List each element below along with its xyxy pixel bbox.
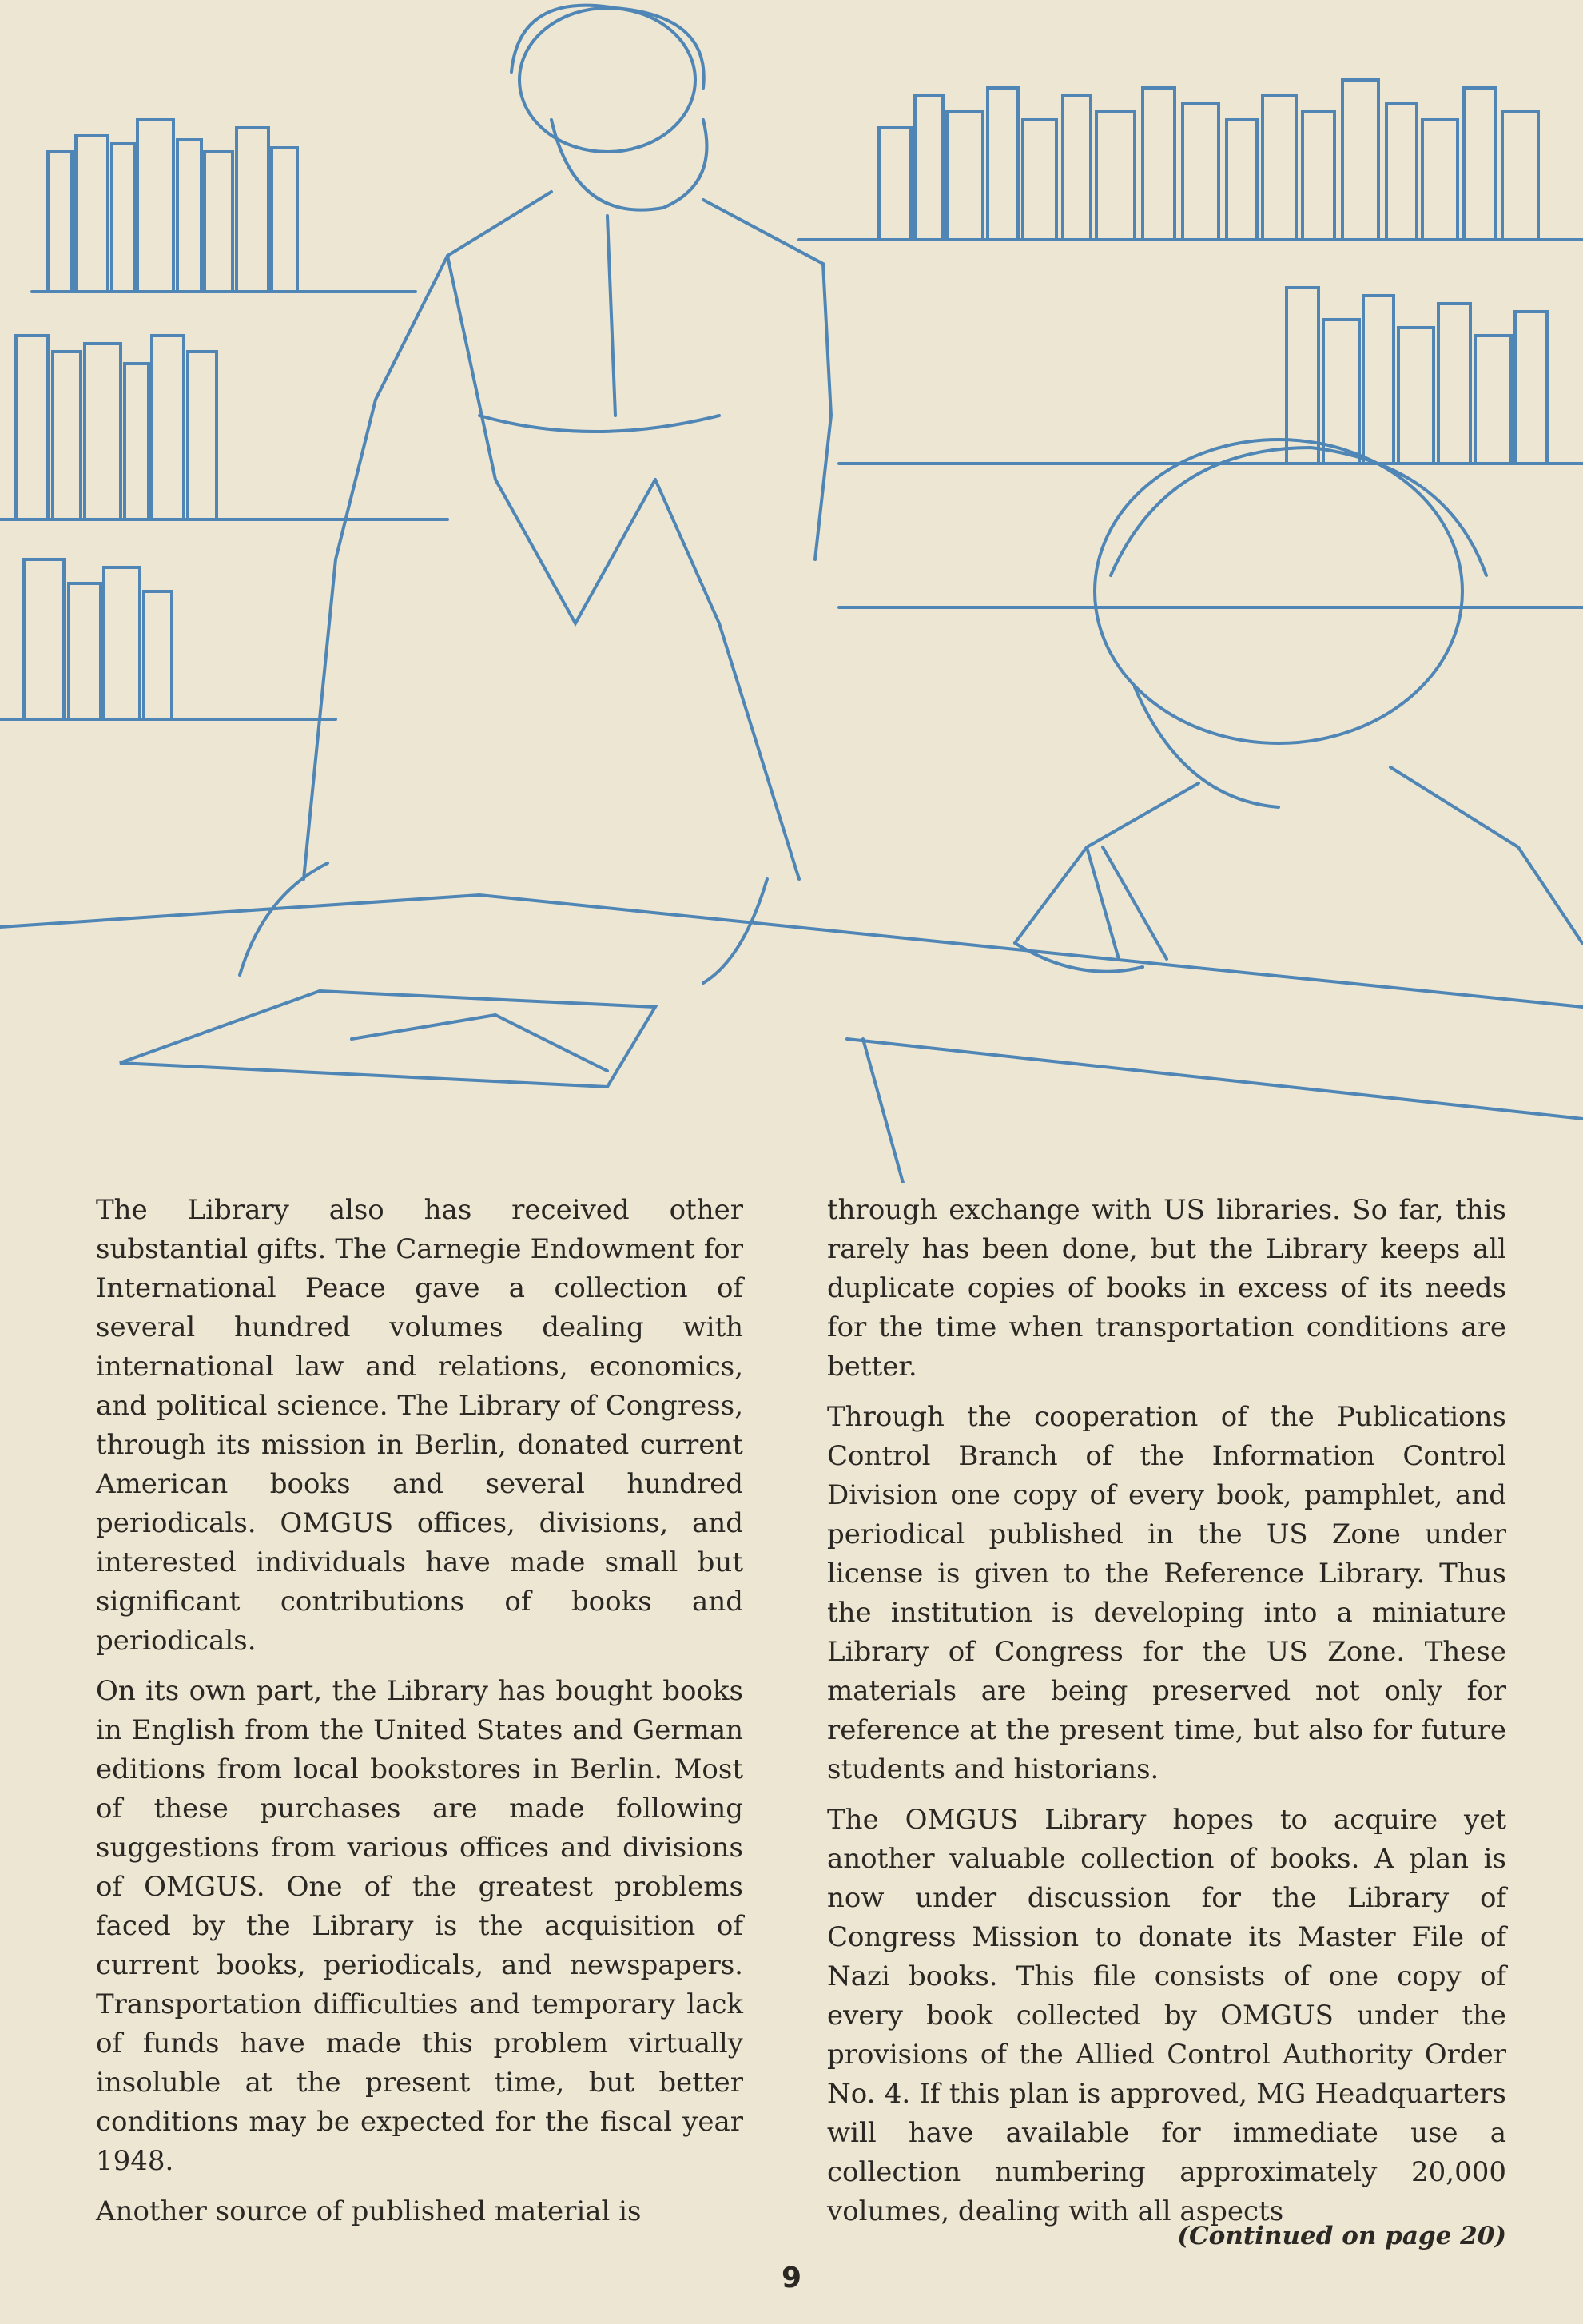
desk-with-papers — [0, 847, 1583, 1183]
text-column-right — [827, 1191, 1506, 2242]
seated-woman-figure — [1015, 440, 1582, 972]
bookshelf-left — [0, 120, 447, 719]
paragraph-gifts: The Library also has received other substantial gifts. The Carnegie Endowment for International Peace gave a collection of several hundred volumes dealing with international law and relations, economics, and political science. The Library of Congress, through its mission in Berlin, donated current American books and several hundred periodicals. OMGUS offices, divisions, and interested individuals have made small but significant contributions of books and periodicals. — [96, 1194, 743, 1657]
paragraph-another-source: Another source of published material is — [96, 2195, 642, 2227]
standing-woman-figure — [240, 6, 831, 983]
continued-note: (Continued on page 20) — [1177, 2222, 1506, 2250]
bookshelf-right — [799, 80, 1583, 607]
paragraph-purchases: On its own part, the Library has bought books in English from the United States and German editions from local bookstores in Berlin. Most of these purchases are made following suggestions from various offices and divisions of OMGUS. One of the greatest problems faced by the Library is the acquisition of current books, periodicals, and newspapers. Transportation difficulties and temporary lack of funds have made this problem virtually insoluble at the present time, but better conditions may be expected for the fiscal year 1948. — [96, 1675, 743, 2177]
paragraph-master-file: The OMGUS Library hopes to acquire yet another valuable collection of books. A plan is now under discussion for the Library of Congress Mission to donate its Master File of Nazi books. This file consists of one copy of every book collected by OMGUS under the provisions of the Allied Control Authority Order No. 4. If this plan is approved, MG Headquarters will have available for immediate use a collection numbering approximately 20,000 volumes, dealing with all aspects — [827, 1804, 1506, 2227]
paragraph-exchange: through exchange with US libraries. So far, this rarely has been done, but the Library keeps all duplicate copies of books in excess of its needs for the time when transportation conditions are better. — [827, 1194, 1506, 1383]
text-column-left — [96, 1191, 743, 2242]
paragraph-cooperation: Through the cooperation of the Publications Control Branch of the Information Control Division one copy of every book, pamphlet, and periodical published in the US Zone under license is given to the Reference Library. Thus the institution is developing into a miniature Library of Congress for the US Zone. These materials are being preserved not only for reference at the present time, but also for future students and historians. — [827, 1401, 1506, 1785]
page-number: 9 — [781, 2262, 802, 2294]
